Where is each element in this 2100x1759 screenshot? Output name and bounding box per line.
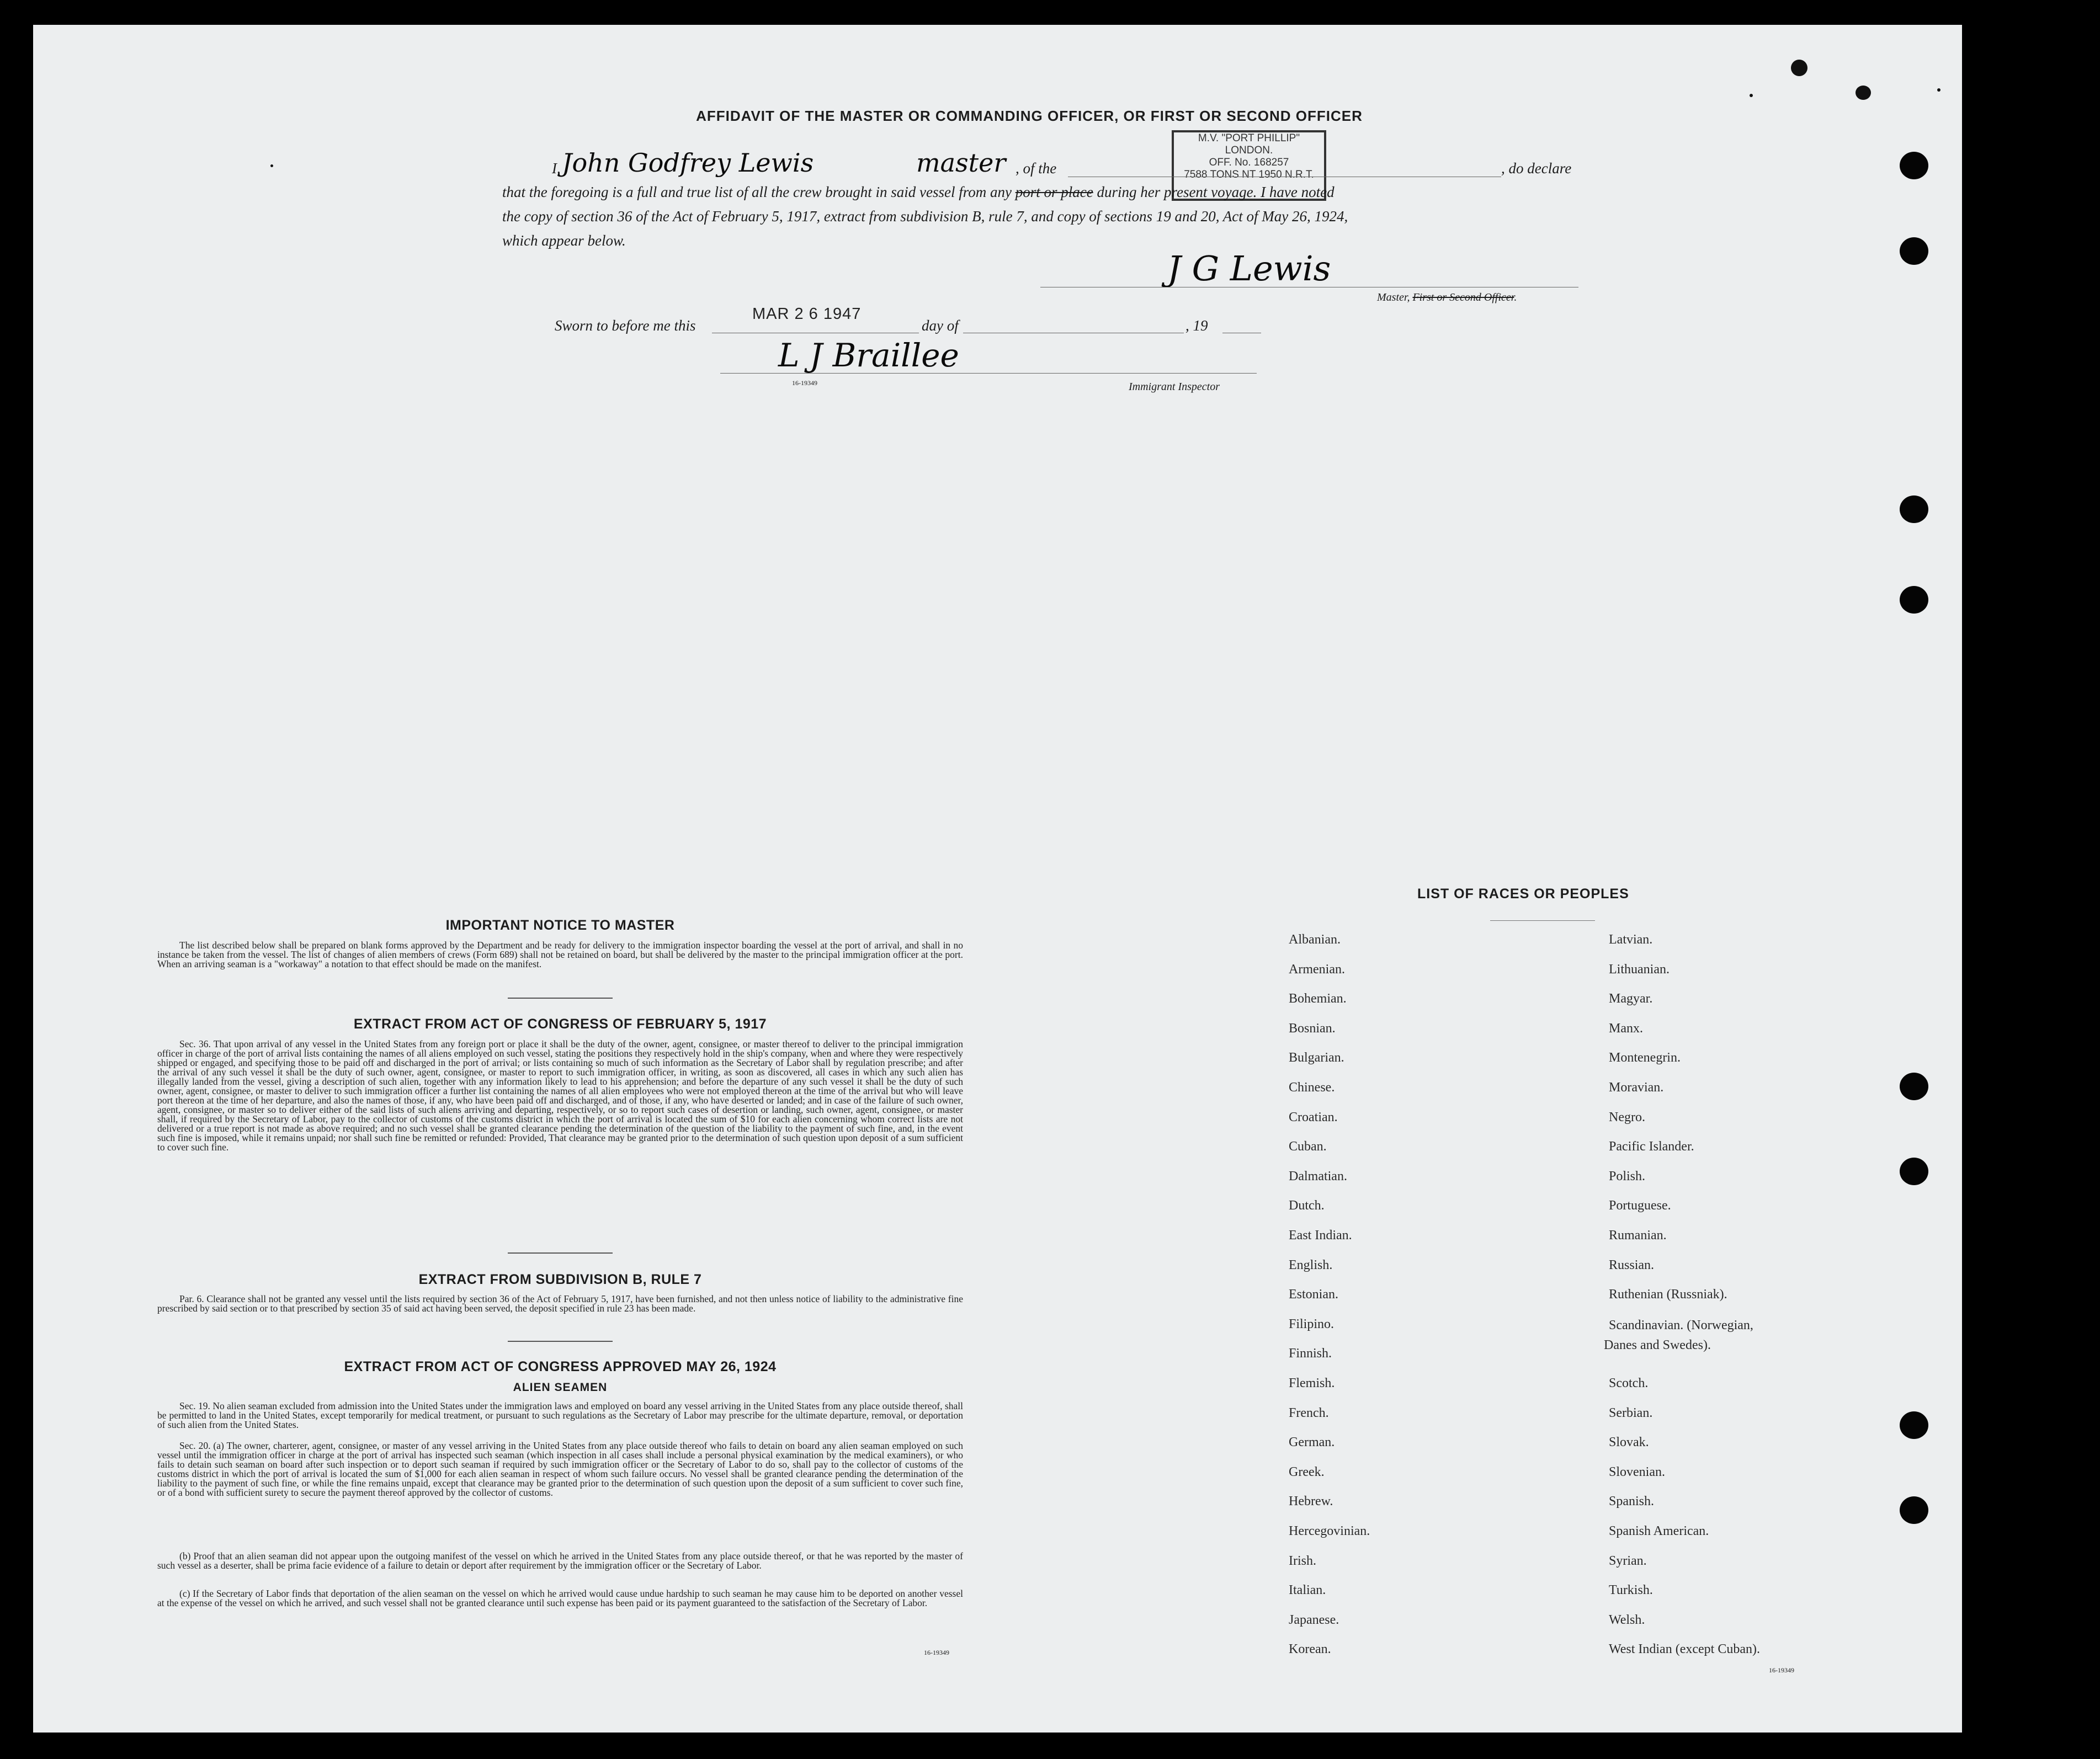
affidavit-line-2-start: that the foregoing is a full and true list of all the crew brought in said vessel from any	[502, 184, 1012, 200]
master-label: Master,	[1377, 291, 1410, 303]
race-item: Pacific Islander.	[1609, 1139, 1694, 1154]
do-declare-label: , do declare	[1501, 160, 1572, 177]
affidavit-form-number: 16-19349	[792, 379, 817, 387]
races-form-number: 16-19349	[1769, 1666, 1794, 1674]
master-title-label: Master, First or Second Officer.	[1377, 291, 1517, 303]
race-item: Cuban.	[1289, 1139, 1327, 1154]
inspector-signature-line	[720, 373, 1257, 374]
affidavit-title: AFFIDAVIT OF THE MASTER OR COMMANDING OFFICER, OR FIRST OR SECOND OFFICER	[696, 108, 1363, 124]
race-item: Manx.	[1609, 1021, 1643, 1036]
extract-rule7-title: EXTRACT FROM SUBDIVISION B, RULE 7	[418, 1272, 702, 1287]
race-item: Bohemian.	[1289, 992, 1347, 1006]
race-item: Serbian.	[1609, 1406, 1653, 1420]
race-item: English.	[1289, 1258, 1333, 1272]
race-item: Bosnian.	[1289, 1021, 1336, 1036]
race-item: Latvian.	[1609, 932, 1653, 947]
affidavit-i-label: I,	[552, 160, 561, 177]
race-item: Korean.	[1289, 1642, 1331, 1656]
sec-20b-text: (b) Proof that an alien seaman did not appear upon the outgoing manifest of the vessel on which he arrived in the United States from any place outside thereof, or that he was reported by the master of such vessel as a deserter, shall be prima facie evidence of a failure to detain or deport after requirement by the immigration officer or the Secretary of Labor.	[157, 1550, 963, 1571]
race-item: Moravian.	[1609, 1080, 1664, 1095]
race-item: Slovak.	[1609, 1435, 1649, 1449]
race-item: Croatian.	[1289, 1110, 1338, 1124]
race-item: Negro.	[1609, 1110, 1645, 1124]
binder-hole	[1900, 495, 1928, 523]
race-item: Albanian.	[1289, 932, 1341, 947]
speck	[1856, 86, 1871, 100]
sec-20a-text: Sec. 20. (a) The owner, charterer, agent, consignee, or master of any vessel arriving in the United States from any place outside thereof who fails to detain on board any alien seaman employed on such vessel until the immigration officer in charge at the port of arrival has inspected such seaman (which inspection in all cases shall include a personal physical examination by the medical examiners), or who fails to detain such seaman on board after such inspection or to deport such seaman if required by such immigration officer or the Secretary of Labor to do so, shall pay to the collector of customs of the customs district in which the port of arrival is located the sum of $1,000 for each alien seaman in respect of whom such failure occurs. No vessel shall be granted clearance pending the determination of the liability to the payment of such fine, or while the fine remains unpaid, except that clearance may be granted prior to the determination of such question upon the deposit of a sum sufficient to cover such fine, or of a bond with sufficient surety to secure the payment thereof approved by the collector of customs.	[157, 1440, 963, 1498]
race-item: Irish.	[1289, 1554, 1316, 1568]
inspector-label: Immigrant Inspector	[1129, 381, 1220, 393]
race-item: Filipino.	[1289, 1317, 1335, 1331]
race-item: Scandinavian. (Norwegian,	[1609, 1318, 1753, 1332]
master-signature: J G Lewis	[1167, 248, 1331, 289]
race-item: Montenegrin.	[1609, 1051, 1681, 1065]
race-item: Dalmatian.	[1289, 1169, 1347, 1184]
stamp-city: LONDON.	[1225, 145, 1273, 156]
day-of-label: day of	[922, 317, 959, 334]
race-item: Armenian.	[1289, 962, 1345, 977]
race-scandinavian-continuation: Danes and Swedes).	[1604, 1338, 1711, 1352]
binder-hole	[1900, 152, 1928, 179]
master-name-handwritten: John Godfrey Lewis	[562, 148, 814, 178]
speck	[1750, 94, 1753, 97]
race-item: Ruthenian (Russniak).	[1609, 1287, 1727, 1302]
affidavit-line-4: which appear below.	[502, 232, 626, 249]
speck	[1937, 88, 1940, 92]
sworn-label: Sworn to before me this	[555, 317, 696, 334]
race-item: Portuguese.	[1609, 1198, 1671, 1213]
binder-hole	[1900, 1073, 1928, 1100]
race-item: Greek.	[1289, 1465, 1325, 1479]
affidavit-line-2-end: during her present voyage. I have noted	[1097, 184, 1335, 200]
binder-hole	[1900, 586, 1928, 614]
affidavit-line-2-strike: port or place	[1015, 184, 1093, 200]
extract-1917-text: Sec. 36. That upon arrival of any vessel in the United States from any foreign port or place it shall be the duty of the owner, agent, consignee, or master thereof to deliver to the principal immigration officer in charge of the port of arrival lists containing the names of all aliens employed on such vessel, stating the positions they respectively hold in the ship's company, when and where they were respectively shipped or engaged, and specifying those to be paid off and discharged in the port of arrival; or lists containing so much of such information as the Secretary of Labor shall by regulation prescribe; and after the arrival of any such vessel it shall be the duty of such owner, agent, consignee, or master to report to such immigration officer, in writing, as soon as discovered, all cases in which any such alien has illegally landed from the vessel, giving a description of such alien, together with any information likely to lead to his apprehension; and before the departure of any such vessel it shall be the duty of such owner, agent, consignee, or master to deliver to such immigration officer a further list containing the names of all alien employees who were not employed thereon at the time of the arrival but who will leave port thereon at the time of her departure, and also the names of those, if any, who have been paid off and discharged, and of those, if any, who have deserted or landed; and in case of the failure of such owner, agent, consignee, or master so to deliver either of the said lists of such aliens arriving and departing, respectively, or so to report such cases of desertion or landing, such owner, agent, consignee, or master shall, if required by the Secretary of Labor, pay to the collector of customs of the customs district in which the port of arrival is located the sum of $10 for each alien concerning whom correct lists are not delivered or a true report is not made as above required; and no such vessel shall be granted clearance pending the determination of the question of the liability to the payment of such fine, and, in the event such fine is imposed, while it remains unpaid; nor shall such fine be remitted or refunded: Provided, That clearance may be granted prior to the determination of such question upon deposit of a sum sufficient to cover such fine.	[157, 1038, 963, 1153]
race-item: Estonian.	[1289, 1287, 1338, 1302]
race-item: West Indian (except Cuban).	[1609, 1642, 1760, 1656]
divider	[508, 1341, 613, 1342]
affidavit-line-2	[502, 184, 1335, 201]
race-item: Dutch.	[1289, 1198, 1325, 1213]
race-item: Italian.	[1289, 1583, 1326, 1597]
race-item: Spanish.	[1609, 1494, 1655, 1509]
race-item: Magyar.	[1609, 992, 1653, 1006]
race-item: Russian.	[1609, 1258, 1655, 1272]
race-item: Hercegovinian.	[1289, 1524, 1370, 1538]
of-the-label: , of the	[1016, 160, 1057, 177]
divider	[508, 998, 613, 999]
binder-hole	[1900, 1411, 1928, 1439]
inspector-signature: L J Braillee	[778, 337, 959, 374]
race-item: Spanish American.	[1609, 1524, 1709, 1538]
stamp-official-number: OFF. No. 168257	[1209, 157, 1289, 168]
extract-1917-title: EXTRACT FROM ACT OF CONGRESS OF FEBRUARY 5, 1917	[353, 1016, 767, 1032]
race-item: Lithuanian.	[1609, 962, 1670, 977]
sec-20c-text: (c) If the Secretary of Labor finds that deportation of the alien seaman on the vessel on which he arrived would cause undue hardship to such seaman he may cause him to be deported on another vessel at the expense of the vessel on which he arrived, and such vessel shall not be granted clearance until such expense has been paid or its payment guaranteed to the satisfaction of the Secretary of Labor.	[157, 1588, 963, 1608]
race-item: Turkish.	[1609, 1583, 1653, 1597]
race-item: Rumanian.	[1609, 1228, 1667, 1243]
race-item: Welsh.	[1609, 1613, 1645, 1627]
speck	[270, 164, 273, 167]
notice-title: IMPORTANT NOTICE TO MASTER	[445, 918, 675, 933]
notice-form-number: 16-19349	[924, 1649, 949, 1656]
race-item: Bulgarian.	[1289, 1051, 1344, 1065]
speck	[1791, 60, 1807, 76]
sec-19-text: Sec. 19. No alien seaman excluded from admission into the United States under the immigration laws and employed on board any vessel arriving in the United States from any place outside thereof, shall be permitted to land in the United States, except temporarily for medical treatment, or pursuant to such regulations as the Secretary of Labor may prescribe for the ultimate departure, removal, or deportation of such alien from the United States.	[157, 1400, 963, 1430]
alien-seamen-subtitle: ALIEN SEAMEN	[513, 1381, 608, 1394]
race-item: Hebrew.	[1289, 1494, 1333, 1509]
notice-text: The list described below shall be prepared on blank forms approved by the Department and be ready for delivery to the immigration inspector boarding the vessel at the port of arrival, and shall in no instance be taken from the vessel. The list of changes of alien members of crews (Form 689) shall not be retained on board, but shall be delivered by the master to the principal immigration officer at the port. When an arriving seaman is a "workaway" a notation to that effect should be made on the manifest.	[157, 940, 963, 969]
binder-hole	[1900, 237, 1928, 265]
race-item: Scotch.	[1609, 1376, 1649, 1390]
stamp-vessel: M.V. "PORT PHILLIP"	[1198, 132, 1300, 144]
race-item: Finnish.	[1289, 1346, 1332, 1361]
affidavit-line-3: the copy of section 36 of the Act of February 5, 1917, extract from subdivision B, rule 7, and copy of sections 19 and 20, Act of May 26, 1924,	[502, 208, 1348, 225]
role-handwritten: master	[916, 148, 1006, 178]
race-item: Syrian.	[1609, 1554, 1647, 1568]
sworn-date-stamp: MAR 2 6 1947	[752, 305, 862, 323]
race-item: Japanese.	[1289, 1613, 1339, 1627]
race-item: Slovenian.	[1609, 1465, 1665, 1479]
extract-1924-title: EXTRACT FROM ACT OF CONGRESS APPROVED MAY 26, 1924	[344, 1359, 777, 1374]
stamp-tonnage: 7588 TONS NT 1950 N.R.T.	[1184, 169, 1314, 180]
divider	[508, 1252, 613, 1254]
year-label: , 19	[1185, 317, 1208, 334]
extract-rule7-text: Par. 6. Clearance shall not be granted any vessel until the lists required by section 36 of the Act of February 5, 1917, have been furnished, and not then unless notice of liability to the administrative fine prescribed by said section or to that prescribed by section 35 of said act having been served, the deposit specified in rule 23 has been made.	[157, 1293, 963, 1314]
race-item: Chinese.	[1289, 1080, 1335, 1095]
race-item: German.	[1289, 1435, 1335, 1449]
officer-struck-label: First or Second Officer	[1412, 291, 1514, 303]
race-item: French.	[1289, 1406, 1329, 1420]
divider	[1490, 920, 1595, 921]
races-title: LIST OF RACES OR PEOPLES	[1417, 886, 1629, 902]
binder-hole	[1900, 1496, 1928, 1524]
race-item: East Indian.	[1289, 1228, 1352, 1243]
race-item: Polish.	[1609, 1169, 1646, 1184]
race-item: Flemish.	[1289, 1376, 1335, 1390]
binder-hole	[1900, 1158, 1928, 1185]
